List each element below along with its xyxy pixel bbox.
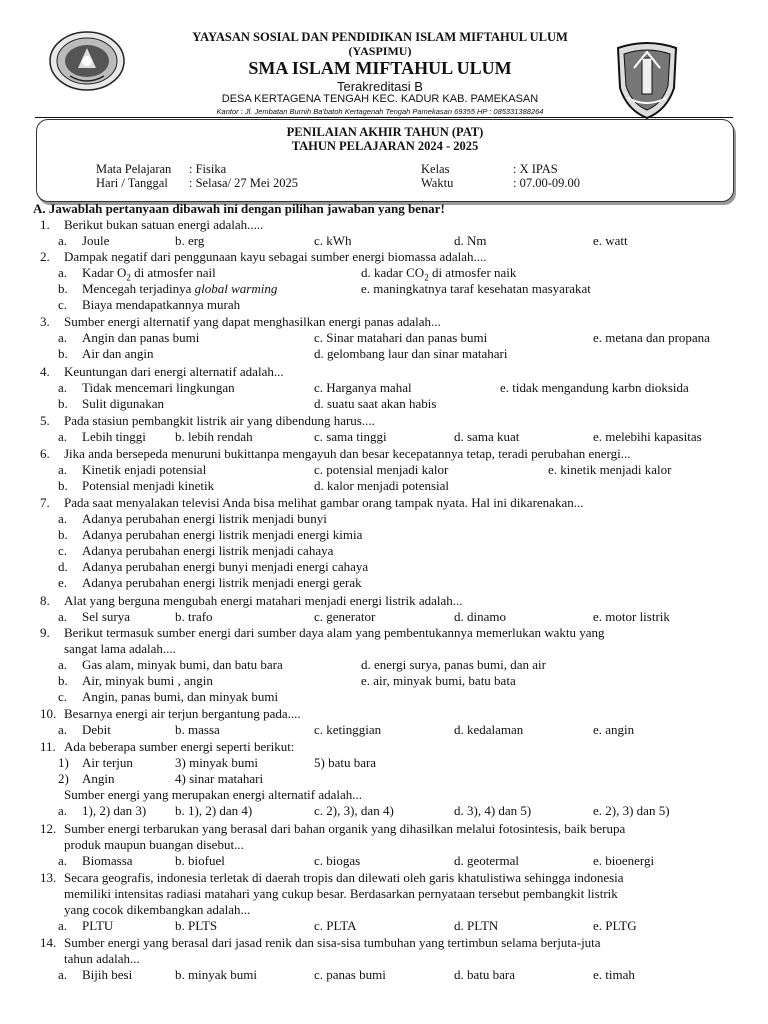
question-text-continued: Sumber energi yang merupakan energi alternatif adalah... <box>64 787 363 802</box>
option-text: Angin dan panas bumi <box>82 330 200 345</box>
list-text: Angin <box>82 771 115 786</box>
option-letter: a. <box>58 918 68 933</box>
option-letter: b. <box>58 396 68 411</box>
section-a-heading: A. Jawablah pertanyaan dibawah ini dengan pilihan jawaban yang benar! <box>33 201 445 216</box>
question-12 <box>40 821 740 837</box>
question-number: 4. <box>40 364 50 379</box>
option-b <box>58 527 362 543</box>
question-text: Ada beberapa sumber energi seperti berikut: <box>64 739 295 754</box>
question-text-continued: tahun adalah... <box>64 951 140 966</box>
list-item-5: 5) batu bara <box>314 755 377 770</box>
option-a <box>58 330 199 346</box>
class-label: Kelas <box>421 162 450 176</box>
option-letter: a. <box>58 330 68 345</box>
question-5 <box>40 413 740 429</box>
option-letter: b. <box>58 527 68 542</box>
time-label: Waktu <box>421 176 454 190</box>
option-letter: a. <box>58 657 68 672</box>
question-number: 10. <box>40 706 57 721</box>
list-item-4: 4) sinar matahari <box>175 771 264 786</box>
option-text: Lebih tinggi <box>82 429 146 444</box>
question-3 <box>40 314 740 330</box>
option-text: Sel surya <box>82 609 131 624</box>
option-e: e. motor listrik <box>593 609 670 624</box>
question-text: Besarnya energi air terjun bergantung pada.... <box>64 706 301 721</box>
option-c: c. Harganya mahal <box>314 380 412 395</box>
option-b: b. trafo <box>175 609 213 624</box>
date-label: Hari / Tanggal <box>96 176 168 190</box>
office-address: Kantor : Jl. Jembatan Burnih Ba'batoh Kertagenah Tengah Pamekasan 69355 HP : 085331388264 <box>216 107 544 116</box>
option-a <box>58 380 235 396</box>
option-c: c. kWh <box>314 233 352 248</box>
option-letter: c. <box>58 543 68 558</box>
question-number: 5. <box>40 413 50 428</box>
option-text: Tidak mencemari lingkungan <box>82 380 235 395</box>
option-letter: c. <box>58 689 68 704</box>
question-10 <box>40 706 740 722</box>
question-1 <box>40 217 740 233</box>
option-text: Mencegah terjadinya <box>82 281 195 296</box>
option-text: Biaya mendapatkannya murah <box>82 297 241 312</box>
option-a <box>58 609 130 625</box>
option-letter: a. <box>58 967 68 982</box>
option-letter: d. <box>58 559 68 574</box>
accreditation: Terakreditasi B <box>337 79 423 94</box>
question-text: Sumber energi terbarukan yang berasal dari bahan organik yang dihasilkan melalui fotosintesis, baik berupa <box>64 821 626 836</box>
question-number: 13. <box>40 870 57 885</box>
option-text-tail: di atmosfer nail <box>130 265 216 280</box>
option-e: e. timah <box>593 967 635 982</box>
question-number: 7. <box>40 495 50 510</box>
question-number: 1. <box>40 217 50 232</box>
header-divider <box>35 117 733 118</box>
exam-year: TAHUN PELAJARAN 2024 - 2025 <box>291 139 479 153</box>
option-c: c. generator <box>314 609 376 624</box>
option-text: Adanya perubahan energi listrik menjadi energi kimia <box>82 527 363 542</box>
option-a <box>58 265 216 283</box>
question-number: 2. <box>40 249 50 264</box>
list-item-1 <box>58 755 133 771</box>
option-text: Potensial menjadi kinetik <box>82 478 215 493</box>
question-text: Berikut termasuk sumber energi dari sumber daya alam yang pembentukannya memerlukan waktu yang <box>64 625 605 640</box>
question-2 <box>40 249 740 265</box>
option-text-italic: global warming <box>194 281 278 296</box>
option-a <box>58 853 133 869</box>
option-text: Bijih besi <box>82 967 133 982</box>
option-e: e. metana dan propana <box>593 330 710 345</box>
option-text: Kinetik enjadi potensial <box>82 462 207 477</box>
option-d: d. geotermal <box>454 853 519 868</box>
list-item-3: 3) minyak bumi <box>175 755 259 770</box>
subject-value: : Fisika <box>189 162 227 176</box>
foundation-abbr: (YASPIMU) <box>348 44 412 58</box>
option-d <box>58 559 368 575</box>
option-e: e. maningkatnya taraf kesehatan masyarakat <box>361 281 591 296</box>
option-text: Adanya perubahan energi listrik menjadi bunyi <box>82 511 327 526</box>
question-number: 12. <box>40 821 57 836</box>
option-text: Biomassa <box>82 853 133 868</box>
option-text: Air dan angin <box>82 346 154 361</box>
option-d: d. dinamo <box>454 609 506 624</box>
question-7 <box>40 495 740 511</box>
question-text-continued: memiliki intensitas radiasi matahari yang cukup besar. Berdasarkan pernyataan tersebut pembangkit listrik <box>64 886 618 901</box>
option-text: Adanya perubahan energi bunyi menjadi energi cahaya <box>82 559 369 574</box>
option-e <box>58 575 362 591</box>
subscript: 2 <box>424 272 429 283</box>
question-8 <box>40 593 740 609</box>
option-e: e. 2), 3) dan 5) <box>593 803 670 818</box>
option-a <box>58 967 132 983</box>
question-text: Pada stasiun pembangkit listrik air yang dibendung harus.... <box>64 413 375 428</box>
pamekasan-regency-emblem-icon <box>612 38 682 120</box>
option-a <box>58 803 146 819</box>
yaspimu-logo-icon <box>48 30 126 92</box>
question-text: Dampak negatif dari penggunaan kayu sebagai sumber energi biomassa adalah.... <box>64 249 487 264</box>
class-value: : X IPAS <box>513 162 558 176</box>
option-text: PLTU <box>82 918 114 933</box>
question-number: 14. <box>40 935 57 950</box>
option-c: c. panas bumi <box>314 967 386 982</box>
option-text: Angin, panas bumi, dan minyak bumi <box>82 689 279 704</box>
option-letter: c. <box>58 297 68 312</box>
option-e: e. kinetik menjadi kalor <box>548 462 672 477</box>
option-text: Air, minyak bumi , angin <box>82 673 213 688</box>
question-text: Sumber energi alternatif yang dapat menghasilkan energi panas adalah... <box>64 314 441 329</box>
option-c: c. 2), 3), dan 4) <box>314 803 394 818</box>
option-text: Joule <box>82 233 110 248</box>
option-c: c. PLTA <box>314 918 357 933</box>
list-number: 1) <box>58 755 69 770</box>
subscript: 2 <box>126 272 131 283</box>
option-b: b. PLTS <box>175 918 218 933</box>
option-c: c. ketinggian <box>314 722 382 737</box>
question-number: 6. <box>40 446 50 461</box>
option-d: d. batu bara <box>454 967 516 982</box>
question-text-continued: sangat lama adalah.... <box>64 641 176 656</box>
option-d: d. PLTN <box>454 918 499 933</box>
option-c <box>58 297 240 313</box>
option-letter: a. <box>58 265 68 280</box>
option-letter: b. <box>58 673 68 688</box>
option-text-tail: di atmosfer naik <box>428 265 517 280</box>
option-letter: a. <box>58 233 68 248</box>
option-letter: b. <box>58 478 68 493</box>
option-e: e. bioenergi <box>593 853 655 868</box>
option-a <box>58 657 283 673</box>
option-e: e. watt <box>593 233 628 248</box>
time-value: : 07.00-09.00 <box>513 176 581 190</box>
option-b: b. lebih rendah <box>175 429 253 444</box>
question-number: 9. <box>40 625 50 640</box>
option-e: e. angin <box>593 722 635 737</box>
option-e: e. air, minyak bumi, batu bata <box>361 673 516 688</box>
option-text: Adanya perubahan energi listrik menjadi energi gerak <box>82 575 362 590</box>
option-e: e. melebihi kapasitas <box>593 429 702 444</box>
letterhead <box>0 0 768 118</box>
option-b: b. biofuel <box>175 853 225 868</box>
option-letter: e. <box>58 575 68 590</box>
foundation-name: YAYASAN SOSIAL DAN PENDIDIKAN ISLAM MIFTAHUL ULUM <box>192 30 568 44</box>
option-b <box>58 673 213 689</box>
option-d: d. 3), 4) dan 5) <box>454 803 532 818</box>
option-a <box>58 429 146 445</box>
question-4 <box>40 364 740 380</box>
option-letter: a. <box>58 380 68 395</box>
option-e: e. tidak mengandung karbn dioksida <box>500 380 689 395</box>
question-number: 8. <box>40 593 50 608</box>
option-text: Gas alam, minyak bumi, dan batu bara <box>82 657 283 672</box>
option-a <box>58 511 327 527</box>
option-letter: b. <box>58 346 68 361</box>
option-b: b. erg <box>175 233 205 248</box>
question-text: Jika anda bersepeda menuruni bukittanpa mengayuh dan besar kecepatannya tetap, teradi perubahan energi... <box>64 446 631 461</box>
option-d: d. suatu saat akan habis <box>314 396 437 411</box>
option-c: c. Sinar matahari dan panas bumi <box>314 330 488 345</box>
option-c <box>58 689 278 705</box>
option-b: b. minyak bumi <box>175 967 257 982</box>
option-a <box>58 233 109 249</box>
list-number: 2) <box>58 771 69 786</box>
option-text: Kadar O <box>82 265 127 280</box>
question-text-continued: yang cocok dikembangkan adalah... <box>64 902 251 917</box>
option-d: d. kedalaman <box>454 722 524 737</box>
option-b: b. 1), 2) dan 4) <box>175 803 253 818</box>
option-c: c. potensial menjadi kalor <box>314 462 449 477</box>
question-text: Alat yang berguna mengubah energi matahari menjadi energi listrik adalah... <box>64 593 463 608</box>
question-text: Sumber energi yang berasal dari jasad renik dan sisa-sisa tumbuhan yang tertimbun selama berjuta-juta <box>64 935 601 950</box>
option-a <box>58 918 113 934</box>
school-village: DESA KERTAGENA TENGAH KEC. KADUR KAB. PAMEKASAN <box>221 93 539 105</box>
option-letter: a. <box>58 609 68 624</box>
option-text: d. kadar CO <box>361 265 425 280</box>
option-d: d. kalor menjadi potensial <box>314 478 450 493</box>
option-letter: a. <box>58 462 68 477</box>
option-d: d. energi surya, panas bumi, dan air <box>361 657 546 672</box>
question-11 <box>40 739 740 755</box>
option-b <box>58 346 153 362</box>
question-text: Secara geografis, indonesia terletak di daerah tropis dan dilewati oleh garis khatulistiwa sehingga indonesia <box>64 870 624 885</box>
option-b <box>58 281 277 297</box>
option-d <box>361 265 516 283</box>
question-text: Keuntungan dari energi alternatif adalah... <box>64 364 284 379</box>
option-text: Adanya perubahan energi listrik menjadi cahaya <box>82 543 334 558</box>
option-b <box>58 396 164 412</box>
question-6 <box>40 446 740 462</box>
option-a <box>58 462 206 478</box>
question-13 <box>40 870 740 886</box>
option-b <box>58 478 214 494</box>
option-c: c. sama tinggi <box>314 429 387 444</box>
option-letter: a. <box>58 853 68 868</box>
option-c <box>58 543 333 559</box>
option-text: 1), 2) dan 3) <box>82 803 147 818</box>
list-item-2 <box>58 771 115 787</box>
subject-label: Mata Pelajaran <box>96 162 172 176</box>
option-e: e. PLTG <box>593 918 637 933</box>
question-text: Pada saat menyalakan televisi Anda bisa melihat gambar orang tampak nyata. Hal ini dikarenakan... <box>64 495 584 510</box>
option-b: b. massa <box>175 722 220 737</box>
option-d: d. sama kuat <box>454 429 520 444</box>
option-letter: a. <box>58 511 68 526</box>
option-text: Debit <box>82 722 111 737</box>
question-number: 11. <box>40 739 56 754</box>
question-9 <box>40 625 740 641</box>
list-text: Air terjun <box>82 755 133 770</box>
option-d: d. gelombang laur dan sinar matahari <box>314 346 508 361</box>
option-letter: a. <box>58 803 68 818</box>
option-d: d. Nm <box>454 233 487 248</box>
question-number: 3. <box>40 314 50 329</box>
question-text: Berikut bukan satuan energi adalah..... <box>64 217 264 232</box>
option-letter: b. <box>58 281 68 296</box>
date-value: : Selasa/ 27 Mei 2025 <box>189 176 299 190</box>
option-c: c. biogas <box>314 853 361 868</box>
question-14 <box>40 935 740 951</box>
option-a <box>58 722 111 738</box>
school-name: SMA ISLAM MIFTAHUL ULUM <box>248 58 512 78</box>
option-text: Sulit digunakan <box>82 396 164 411</box>
exam-title: PENILAIAN AKHIR TAHUN (PAT) <box>286 125 484 139</box>
option-letter: a. <box>58 429 68 444</box>
option-letter: a. <box>58 722 68 737</box>
question-text-continued: produk maupun buangan disebut... <box>64 837 244 852</box>
